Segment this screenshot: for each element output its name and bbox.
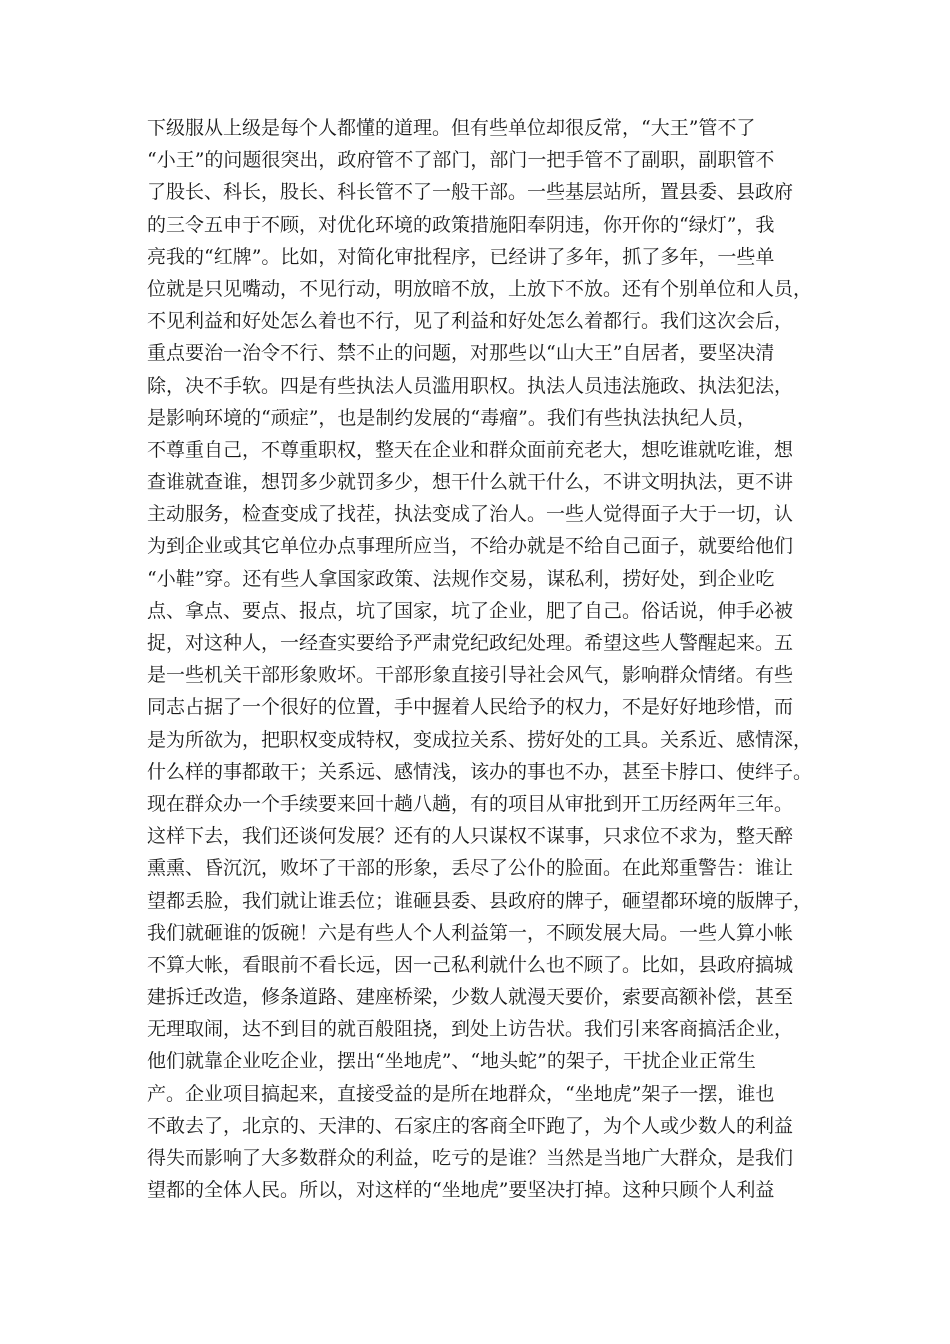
text-line: 现在群众办一个手续要来回十趟八趟，有的项目从审批到开工历经两年三年。 <box>147 792 794 815</box>
text-line: 熏熏、昏沉沉，败坏了干部的形象，丢尽了公仆的脸面。在此郑重警告：谁让 <box>147 857 794 880</box>
text-line: 的三令五申于不顾，对优化环境的政策措施阳奉阴违，你开你的“绿灯”，我 <box>147 213 775 236</box>
text-line: 是一些机关干部形象败坏。干部形象直接引导社会风气，影响群众情绪。有些 <box>147 664 794 687</box>
body-text <box>147 112 813 1206</box>
text-line: 下级服从上级是每个人都懂的道理。但有些单位却很反常，“大王”管不了 <box>147 117 756 139</box>
text-line: 是为所欲为，把职权变成特权，变成拉关系、捞好处的工具。关系近、感情深， <box>147 728 813 751</box>
text-line: 我们就砸谁的饭碗！六是有些人个人利益第一，不顾发展大局。一些人算小帐 <box>147 921 794 944</box>
text-line: 建拆迁改造，修条道路、建座桥梁，少数人就漫天要价，索要高额补偿，甚至 <box>147 986 794 1009</box>
text-line: 了股长、科长，股长、科长管不了一般干部。一些基层站所，置县委、县政府 <box>147 181 794 204</box>
text-line: “小王”的问题很突出，政府管不了部门，部门一把手管不了副职，副职管不 <box>147 149 775 172</box>
text-line: 是影响环境的“顽症”，也是制约发展的“毒瘤”。我们有些执法执纪人员， <box>147 406 756 429</box>
text-line: 不见利益和好处怎么着也不行，见了利益和好处怎么着都行。我们这次会后， <box>147 310 794 333</box>
text-line: 得失而影响了大多数群众的利益，吃亏的是谁？当然是当地广大群众，是我们 <box>147 1147 794 1169</box>
text-line: 什么样的事都敢干；关系远、感情浅，该办的事也不办，甚至卡脖口、使绊子。 <box>147 760 813 783</box>
text-line: 产。企业项目搞起来，直接受益的是所在地群众，“坐地虎”架子一摆，谁也 <box>147 1082 775 1105</box>
text-line: 望都丢脸，我们就让谁丢位；谁砸县委、县政府的牌子，砸望都环境的版牌子， <box>147 889 813 912</box>
text-line: 不尊重自己，不尊重职权，整天在企业和群众面前充老大，想吃谁就吃谁，想 <box>147 438 794 461</box>
text-line: 查谁就查谁，想罚多少就罚多少，想干什么就干什么，不讲文明执法，更不讲 <box>147 471 794 494</box>
text-line: 不敢去了，北京的、天津的、石家庄的客商全吓跑了，为个人或少数人的利益 <box>147 1114 794 1137</box>
text-line: 不算大帐，看眼前不看长远，因一己私利就什么也不顾了。比如，县政府搞城 <box>147 953 794 976</box>
text-line: 捉，对这种人，一经查实要给予严肃党纪政纪处理。希望这些人警醒起来。五 <box>147 632 794 654</box>
text-line: 同志占据了一个很好的位置，手中握着人民给予的权力，不是好好地珍惜，而 <box>147 696 794 719</box>
text-line: 除，决不手软。四是有些执法人员滥用职权。执法人员违法施政、执法犯法， <box>147 374 794 397</box>
text-line: 为到企业或其它单位办点事理所应当，不给办就是不给自己面子，就要给他们 <box>147 535 794 558</box>
text-line: 望都的全体人民。所以，对这样的“坐地虎”要坚决打掉。这种只顾个人利益 <box>147 1179 775 1202</box>
text-line: 重点要治一治令不行、禁不止的问题，对那些以“山大王”自居者，要坚决清 <box>147 342 775 365</box>
text-line: 这样下去，我们还谈何发展？还有的人只谋权不谋事，只求位不求为，整天醉 <box>147 825 794 848</box>
text-line: 他们就靠企业吃企业，摆出“坐地虎”、“地头蛇”的架子，干扰企业正常生 <box>147 1050 756 1073</box>
text-line: 点、拿点、要点、报点，坑了国家，坑了企业，肥了自己。俗话说，伸手必被 <box>147 599 794 622</box>
text-line: 主动服务，检查变成了找茬，执法变成了治人。一些人觉得面子大于一切，认 <box>147 503 794 526</box>
text-line: 无理取闹，达不到目的就百般阻挠，到处上访告状。我们引来客商搞活企业， <box>147 1018 794 1041</box>
text-line: “小鞋”穿。还有些人拿国家政策、法规作交易，谋私利，捞好处，到企业吃 <box>147 567 775 590</box>
text-line: 位就是只见嘴动，不见行动，明放暗不放，上放下不放。还有个别单位和人员， <box>147 277 813 300</box>
text-line: 亮我的“红牌”。比如，对简化审批程序，已经讲了多年，抓了多年，一些单 <box>147 245 775 268</box>
